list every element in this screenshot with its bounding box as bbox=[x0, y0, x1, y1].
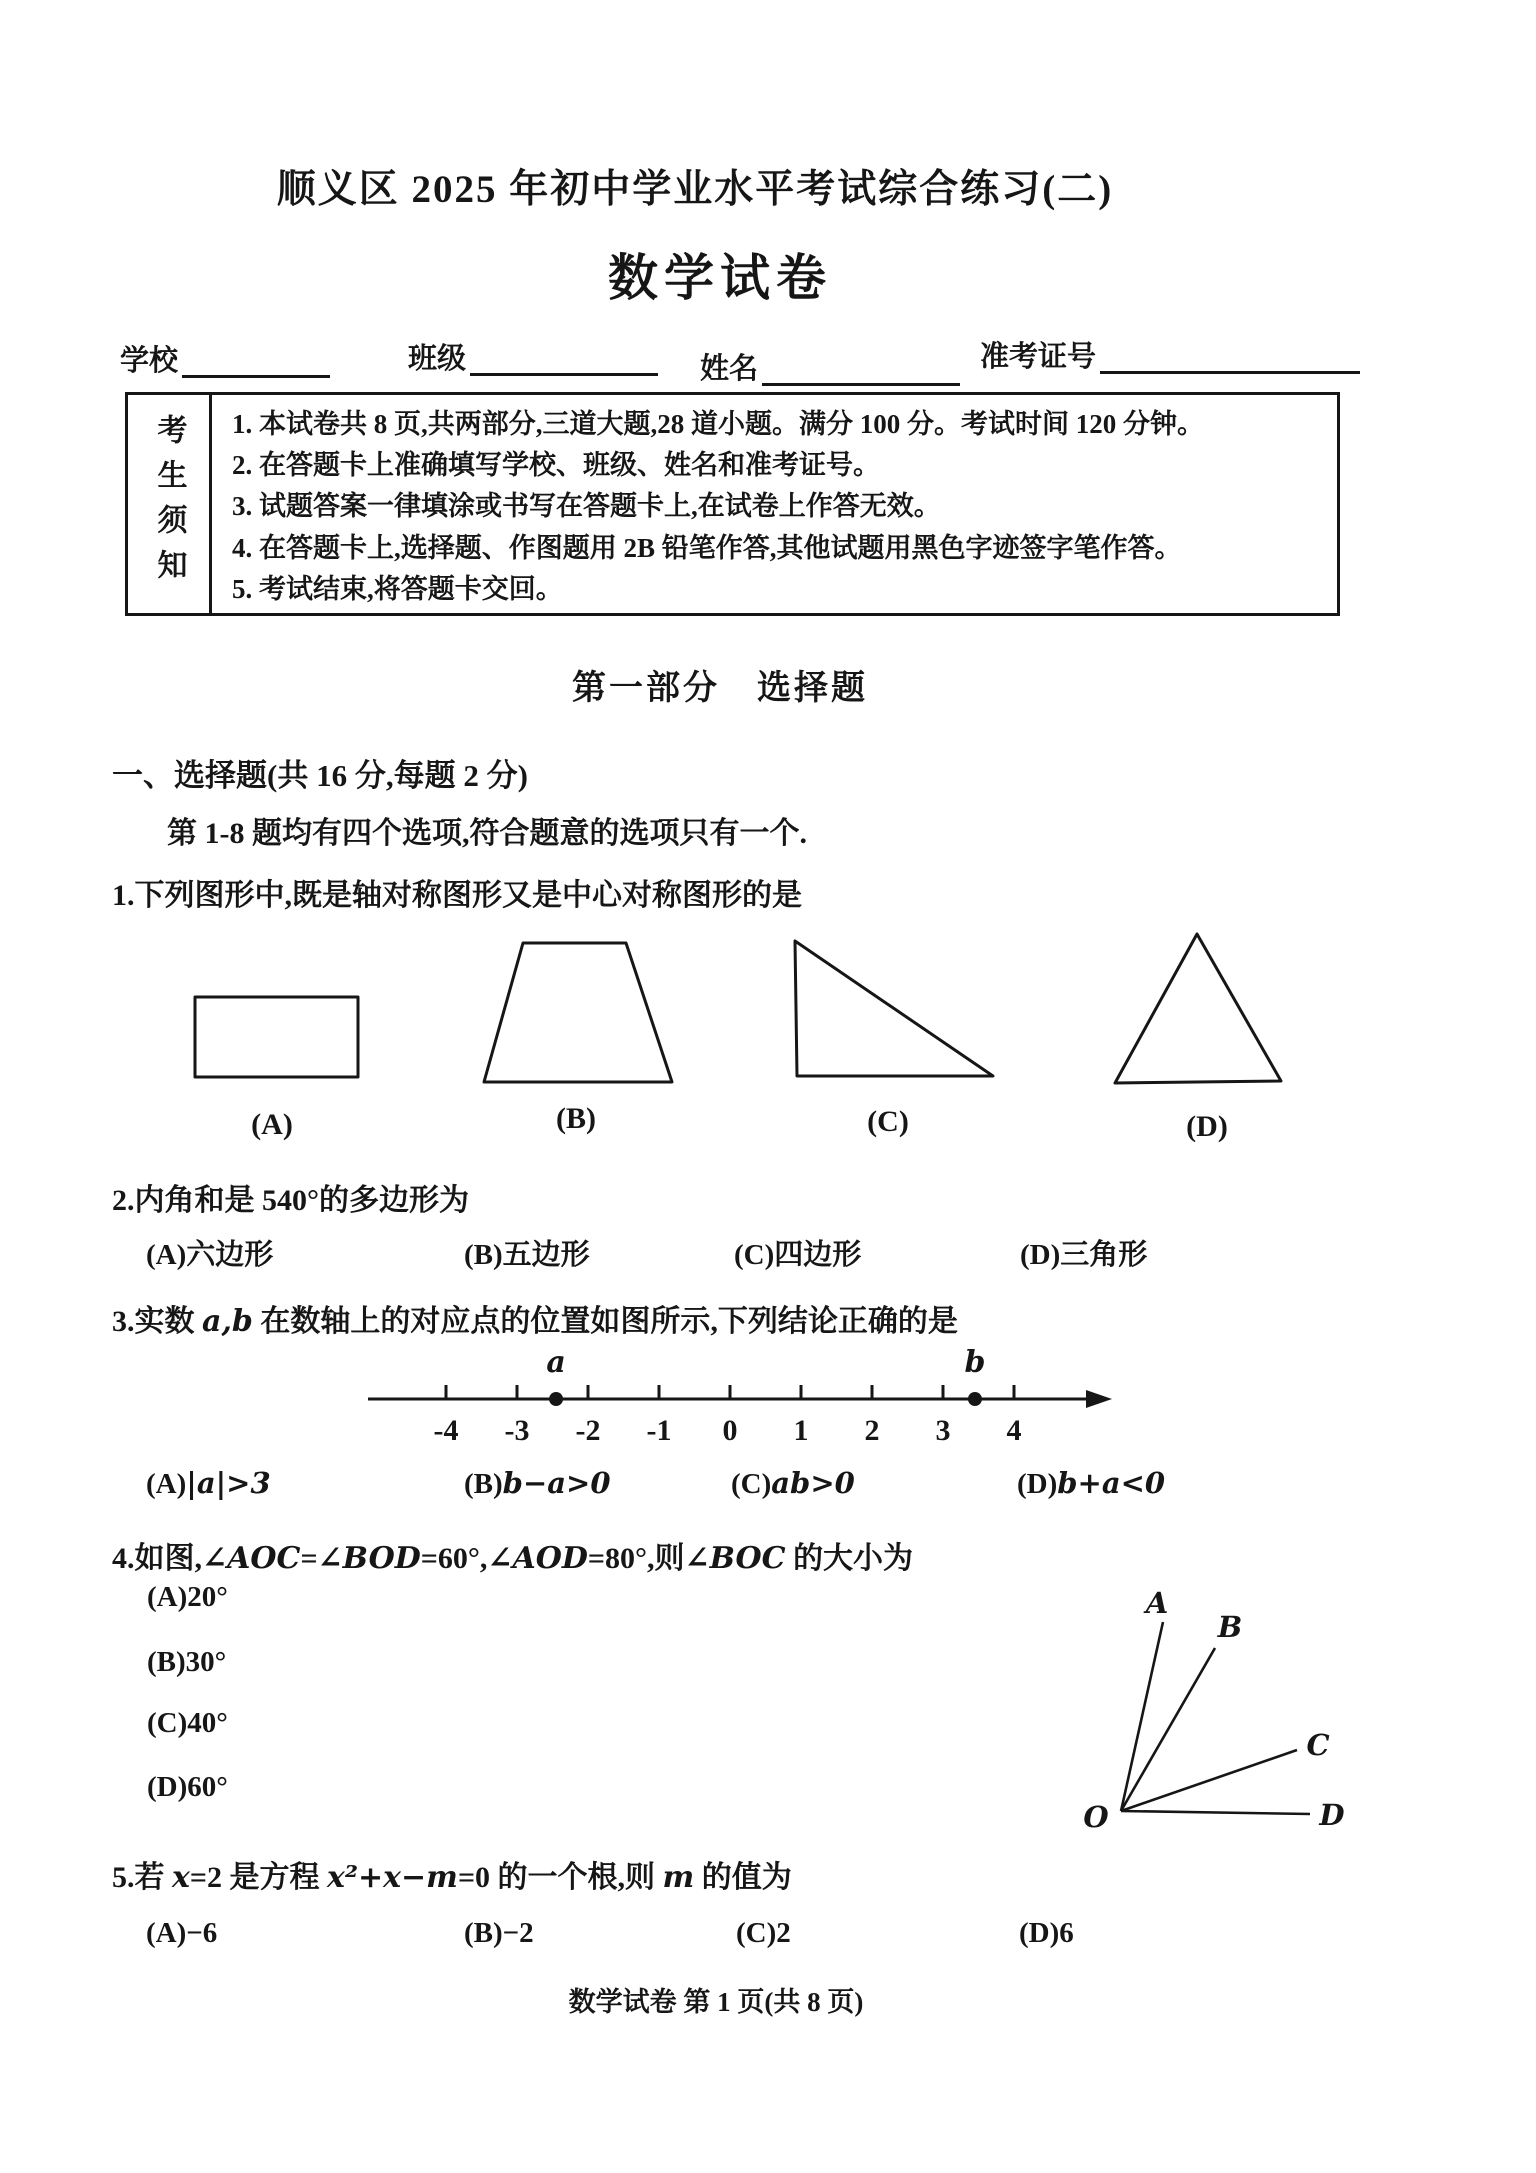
form-field-school bbox=[120, 338, 330, 379]
exam-title: 顺义区 2025 年初中学业水平考试综合练习(二) bbox=[276, 168, 1114, 211]
question-1-shapes-figure bbox=[180, 925, 1300, 1095]
notice-item: 4. 在答题卡上,选择题、作图题用 2B 铅笔作答,其他试题用黑色字迹签字笔作答。 bbox=[232, 532, 1182, 563]
shape-isosceles-triangle bbox=[1115, 934, 1281, 1083]
exam-id-blank bbox=[1100, 344, 1360, 374]
question-3-option-a: (A)|a|>3 bbox=[146, 1466, 271, 1500]
vertex-label-o: O bbox=[1083, 1800, 1109, 1834]
part-title: 第一部分 选择题 bbox=[572, 670, 868, 707]
instruction-text: 第 1-8 题均有四个选项,符合题意的选项只有一个. bbox=[167, 817, 807, 850]
svg-text:1: 1 bbox=[793, 1414, 809, 1447]
question-4-text: 4.如图,∠AOC=∠BOD=60°,∠AOD=80°,则∠BOC 的大小为 bbox=[112, 1541, 914, 1576]
notice-side bbox=[128, 395, 212, 613]
question-2-text: 2.内角和是 540°的多边形为 bbox=[112, 1184, 469, 1217]
shape-label-a: (A) bbox=[251, 1108, 293, 1141]
number-line-figure bbox=[360, 1340, 1120, 1465]
question-4-option-c: (C)40° bbox=[147, 1707, 228, 1739]
svg-text:0: 0 bbox=[722, 1414, 738, 1447]
notice-item: 2. 在答题卡上准确填写学校、班级、姓名和准考证号。 bbox=[232, 450, 880, 481]
ray-oc bbox=[1121, 1750, 1297, 1811]
question-3-option-c: (C)ab>0 bbox=[731, 1466, 855, 1500]
svg-text:b: b bbox=[964, 1345, 986, 1380]
svg-text:-1: -1 bbox=[646, 1414, 672, 1447]
question-2-option-b: (B)五边形 bbox=[464, 1239, 590, 1271]
svg-text:3: 3 bbox=[935, 1414, 951, 1447]
question-5-text: 5.若 x=2 是方程 x²+x−m=0 的一个根,则 m 的值为 bbox=[112, 1860, 792, 1895]
svg-text:2: 2 bbox=[864, 1414, 880, 1447]
notice-side-label: 考生须知 bbox=[152, 414, 186, 594]
point-label-d: D bbox=[1319, 1798, 1345, 1832]
point-label-a: A bbox=[1145, 1586, 1169, 1620]
question-5-option-a: (A)−6 bbox=[146, 1917, 218, 1949]
svg-text:-4: -4 bbox=[433, 1414, 459, 1447]
school-blank bbox=[182, 348, 330, 378]
angle-rays-figure bbox=[1060, 1575, 1390, 1845]
ray-od bbox=[1121, 1811, 1310, 1814]
subsection-title: 一、选择题(共 16 分,每题 2 分) bbox=[112, 758, 528, 793]
shape-label-b: (B) bbox=[556, 1102, 596, 1135]
question-2-option-c: (C)四边形 bbox=[734, 1239, 862, 1271]
question-5-option-c: (C)2 bbox=[736, 1917, 791, 1949]
question-1-text: 1.下列图形中,既是轴对称图形又是中心对称图形的是 bbox=[112, 879, 802, 912]
form-field-name bbox=[700, 346, 960, 387]
shape-right-triangle bbox=[795, 941, 993, 1076]
shape-trapezoid bbox=[484, 943, 672, 1082]
exam-subtitle: 数学试卷 bbox=[608, 250, 832, 306]
form-field-class bbox=[408, 336, 658, 377]
notice-item: 3. 试题答案一律填涂或书写在答题卡上,在试卷上作答无效。 bbox=[232, 491, 941, 522]
name-blank bbox=[762, 356, 960, 386]
school-label: 学校 bbox=[120, 345, 179, 377]
question-5-option-b: (B)−2 bbox=[464, 1917, 534, 1949]
svg-text:-2: -2 bbox=[575, 1414, 601, 1447]
question-3-option-d: (D)b+a<0 bbox=[1017, 1466, 1166, 1500]
notice-items bbox=[212, 395, 1337, 613]
question-4-option-a: (A)20° bbox=[147, 1581, 228, 1613]
shape-label-c: (C) bbox=[867, 1105, 909, 1138]
point-label-c: C bbox=[1306, 1728, 1330, 1762]
class-label: 班级 bbox=[408, 343, 467, 375]
svg-text:4: 4 bbox=[1006, 1414, 1022, 1447]
form-field-exam-id bbox=[980, 334, 1360, 375]
shape-rectangle bbox=[195, 997, 358, 1077]
question-2-option-a: (A)六边形 bbox=[146, 1239, 274, 1271]
class-blank bbox=[470, 346, 658, 376]
ray-oa bbox=[1121, 1622, 1163, 1811]
question-3-text: 3.实数 a,b 在数轴上的对应点的位置如图所示,下列结论正确的是 bbox=[112, 1304, 958, 1339]
point-label-b: B bbox=[1217, 1610, 1243, 1644]
svg-text:-3: -3 bbox=[504, 1414, 530, 1447]
exam-id-label: 准考证号 bbox=[980, 341, 1097, 373]
shape-label-d: (D) bbox=[1186, 1110, 1228, 1143]
svg-text:a: a bbox=[546, 1345, 566, 1380]
question-4-option-b: (B)30° bbox=[147, 1646, 227, 1678]
page-footer: 数学试卷 第 1 页(共 8 页) bbox=[568, 1987, 864, 2017]
question-4-option-d: (D)60° bbox=[147, 1771, 228, 1803]
notice-item: 1. 本试卷共 8 页,共两部分,三道大题,28 道小题。满分 100 分。考试时间 120 分钟。 bbox=[232, 409, 1204, 440]
ray-ob bbox=[1121, 1648, 1215, 1811]
notice-box bbox=[125, 392, 1340, 616]
notice-item: 5. 考试结束,将答题卡交回。 bbox=[232, 573, 563, 604]
question-2-option-d: (D)三角形 bbox=[1020, 1239, 1148, 1271]
question-3-option-b: (B)b−a>0 bbox=[464, 1466, 611, 1500]
question-5-option-d: (D)6 bbox=[1019, 1917, 1074, 1949]
name-label: 姓名 bbox=[700, 353, 759, 385]
